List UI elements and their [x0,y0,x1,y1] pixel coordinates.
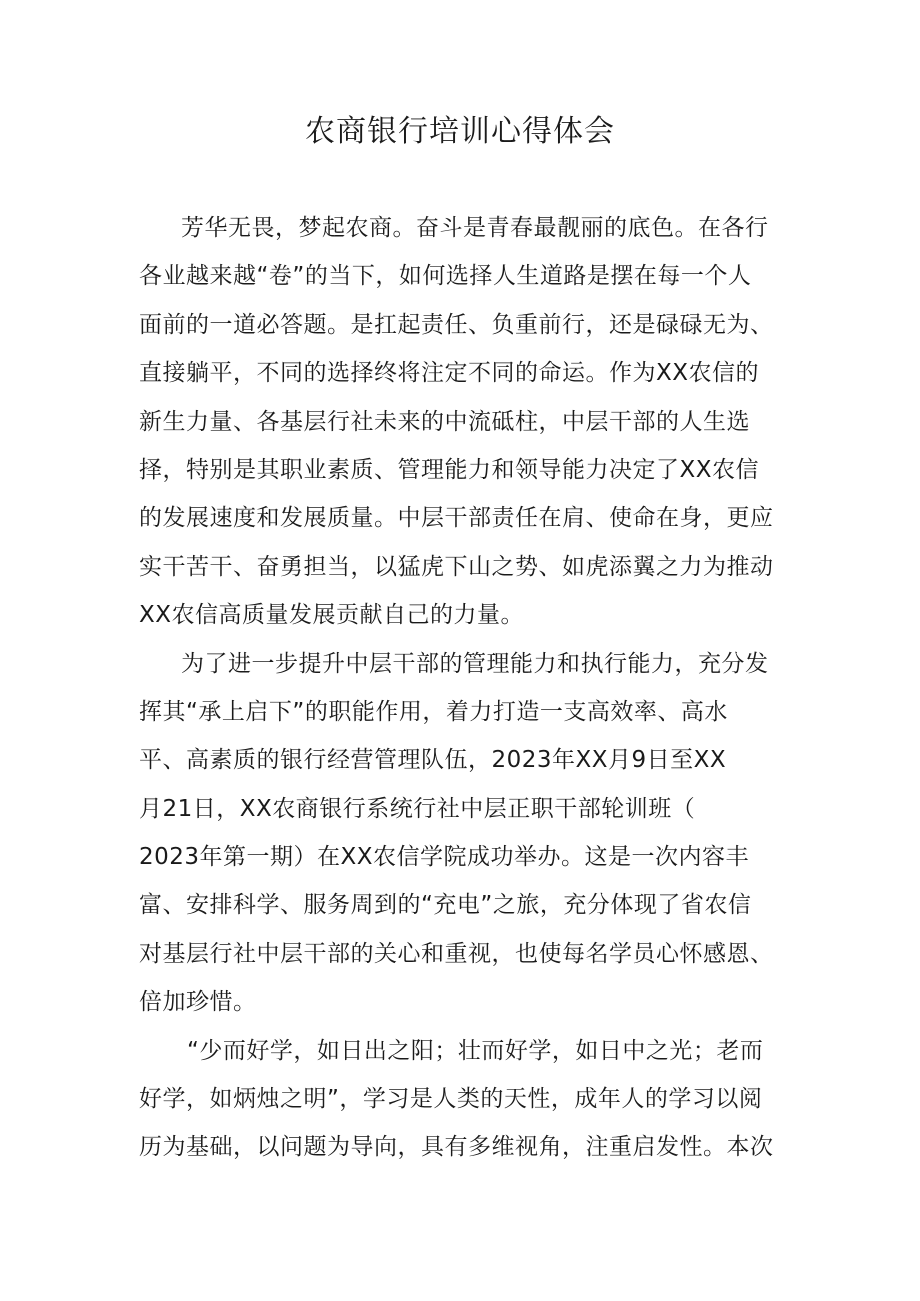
paragraph-line: 月21日，XX农商银行系统行社中层正职干部轮训班（ [139,795,696,822]
paragraph-line: 直接躺平，不同的选择终将注定不同的命运。作为XX农信的 [139,360,760,387]
document-body [139,204,779,1172]
paragraph-3 [139,1027,779,1172]
paragraph-1 [139,204,779,640]
paragraph-line: 倍加珍惜。 [139,989,257,1016]
paragraph-line: 面前的一道必答题。是扛起责任、负重前行，还是碌碌无为、 [139,311,774,338]
paragraph-line: 对基层行社中层干部的关心和重视，也使每名学员心怀感恩、 [139,940,774,967]
paragraph-line: 历为基础，以问题为导向，具有多维视角，注重启发性。本次 [139,1134,774,1161]
document-title: 农商银行培训心得体会 [305,114,615,149]
paragraph-line: 平、高素质的银行经营管理队伍，2023年XX月9日至XX [139,747,727,774]
paragraph-line: 2023年第一期）在XX农信学院成功举办。这是一次内容丰 [139,844,750,871]
paragraph-line: 为了进一步提升中层干部的管理能力和执行能力，充分发 [181,650,769,677]
paragraph-line: 的发展速度和发展质量。中层干部责任在肩、使命在身，更应 [139,505,774,532]
paragraph-2 [139,640,779,1027]
paragraph-line: 实干苦干、奋勇担当，以猛虎下山之势、如虎添翼之力为推动 [139,553,774,580]
paragraph-line: 新生力量、各基层行社未来的中流砥柱，中层干部的人生选 [139,408,750,435]
paragraph-line: XX农信高质量发展贡献自己的力量。 [139,602,525,629]
paragraph-line: 择，特别是其职业素质、管理能力和领导能力决定了XX农信 [139,456,760,483]
paragraph-line: 芳华无畏，梦起农商。奋斗是青春最靓丽的底色。在各行 [181,215,769,241]
paragraph-line: 各业越来越“卷”的当下，如何选择人生道路是摆在每一个人 [139,263,752,290]
paragraph-line: 富、安排科学、服务周到的“充电”之旅，充分体现了省农信 [139,892,752,919]
paragraph-line: “少而好学，如日出之阳；壮而好学，如日中之光；老而 [187,1037,764,1064]
paragraph-line: 好学，如炳烛之明”，学习是人类的天性，成年人的学习以阅 [139,1086,763,1113]
paragraph-line: 挥其“承上启下”的职能作用，着力打造一支高效率、高水 [139,698,728,725]
